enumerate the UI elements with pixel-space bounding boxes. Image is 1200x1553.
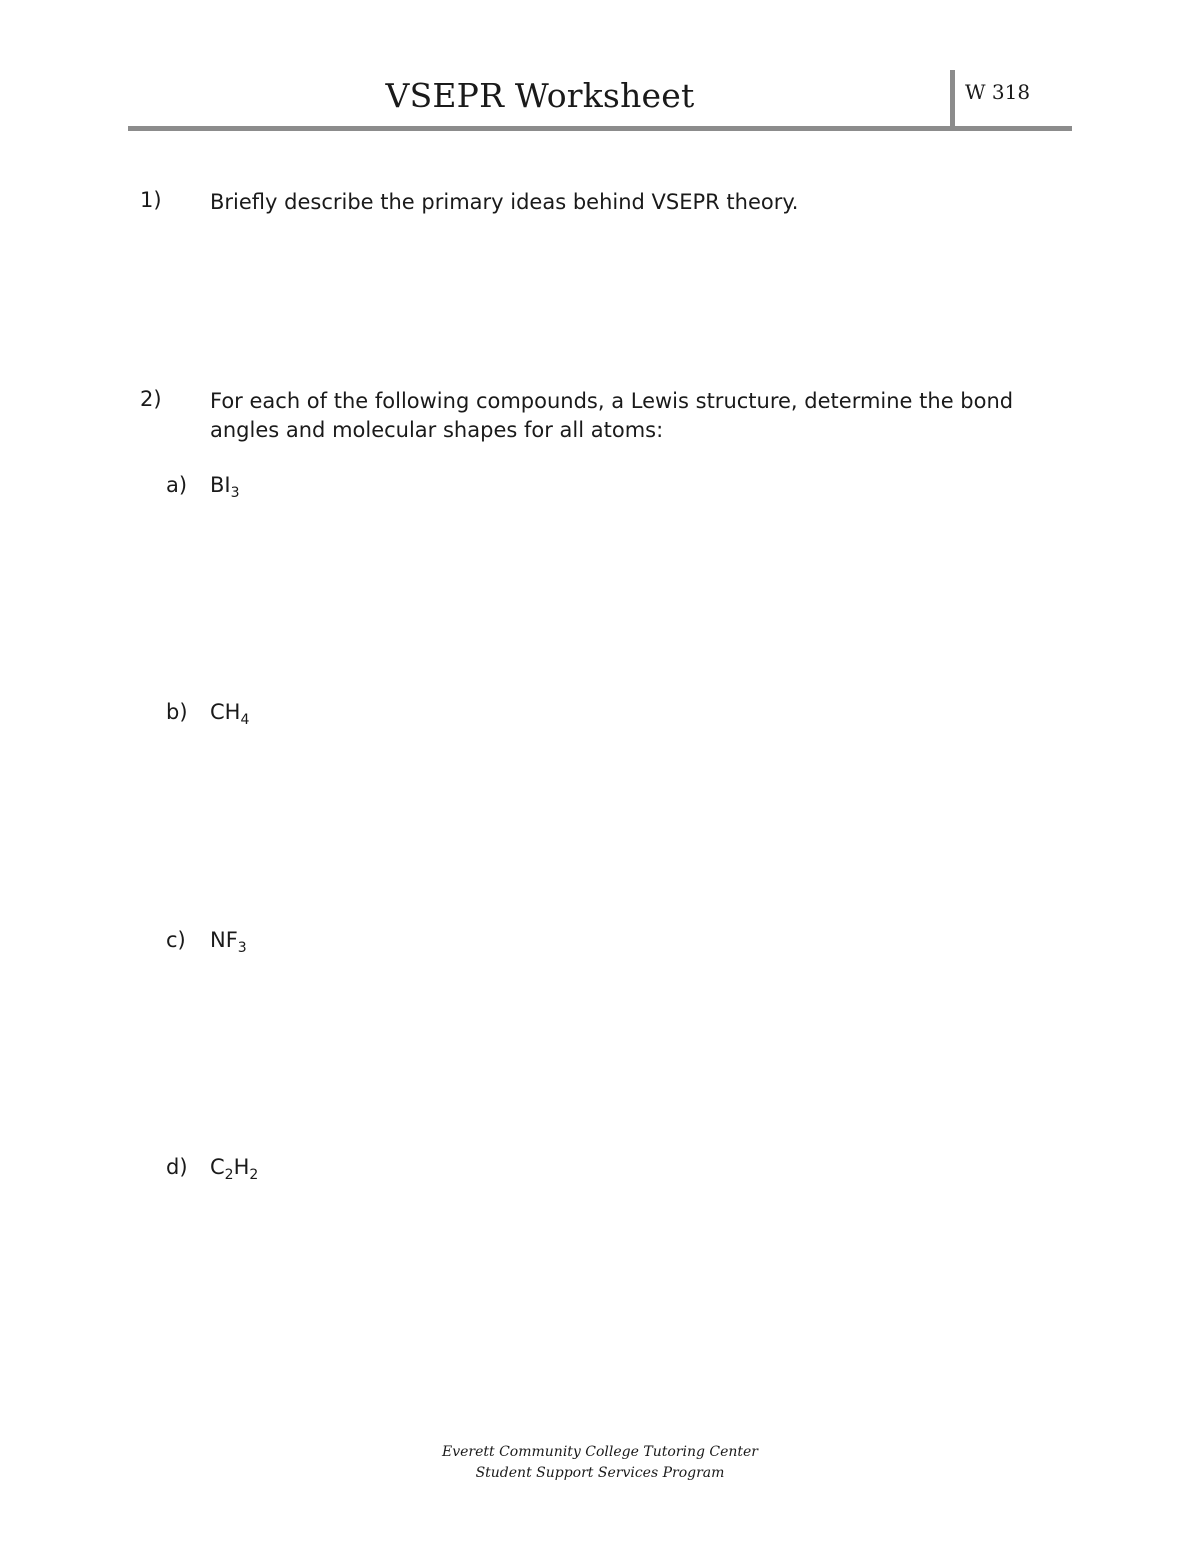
- document-code: W 318: [965, 80, 1031, 104]
- question-2-number: 2): [140, 387, 162, 411]
- footer-program: Student Support Services Program: [475, 1465, 725, 1481]
- page-title: VSEPR Worksheet: [385, 76, 695, 115]
- part-d-letter: d): [166, 1155, 188, 1179]
- part-d-formula: [210, 1155, 258, 1183]
- formula-subscript: 3: [237, 940, 247, 956]
- formula-subscript: 2: [249, 1167, 259, 1183]
- question-1-number: 1): [140, 188, 162, 212]
- formula-subscript: 4: [240, 712, 250, 728]
- part-c-letter: c): [166, 928, 186, 952]
- question-1-text: Briefly describe the primary ideas behind VSEPR theory.: [210, 190, 799, 214]
- formula-text: CH: [210, 700, 241, 724]
- formula-text: BI: [210, 473, 231, 497]
- formula-subscript: 2: [224, 1167, 234, 1183]
- formula-text: C: [210, 1155, 225, 1179]
- part-c-formula: [210, 928, 247, 956]
- formula-text: H: [233, 1155, 250, 1179]
- part-b-formula: [210, 700, 249, 728]
- part-b-letter: b): [166, 700, 188, 724]
- header-divider: [950, 70, 955, 130]
- formula-subscript: 3: [230, 485, 240, 501]
- part-a-formula: [210, 473, 240, 501]
- part-a-letter: a): [166, 473, 188, 497]
- footer: [0, 1442, 1200, 1484]
- footer-institution: Everett Community College Tutoring Center: [442, 1444, 758, 1460]
- question-2-text: For each of the following compounds, a Lewis structure, determine the bond angles and molecular shapes for all atoms:: [210, 389, 1014, 442]
- formula-text: NF: [210, 928, 238, 952]
- header-rule: [128, 126, 1072, 131]
